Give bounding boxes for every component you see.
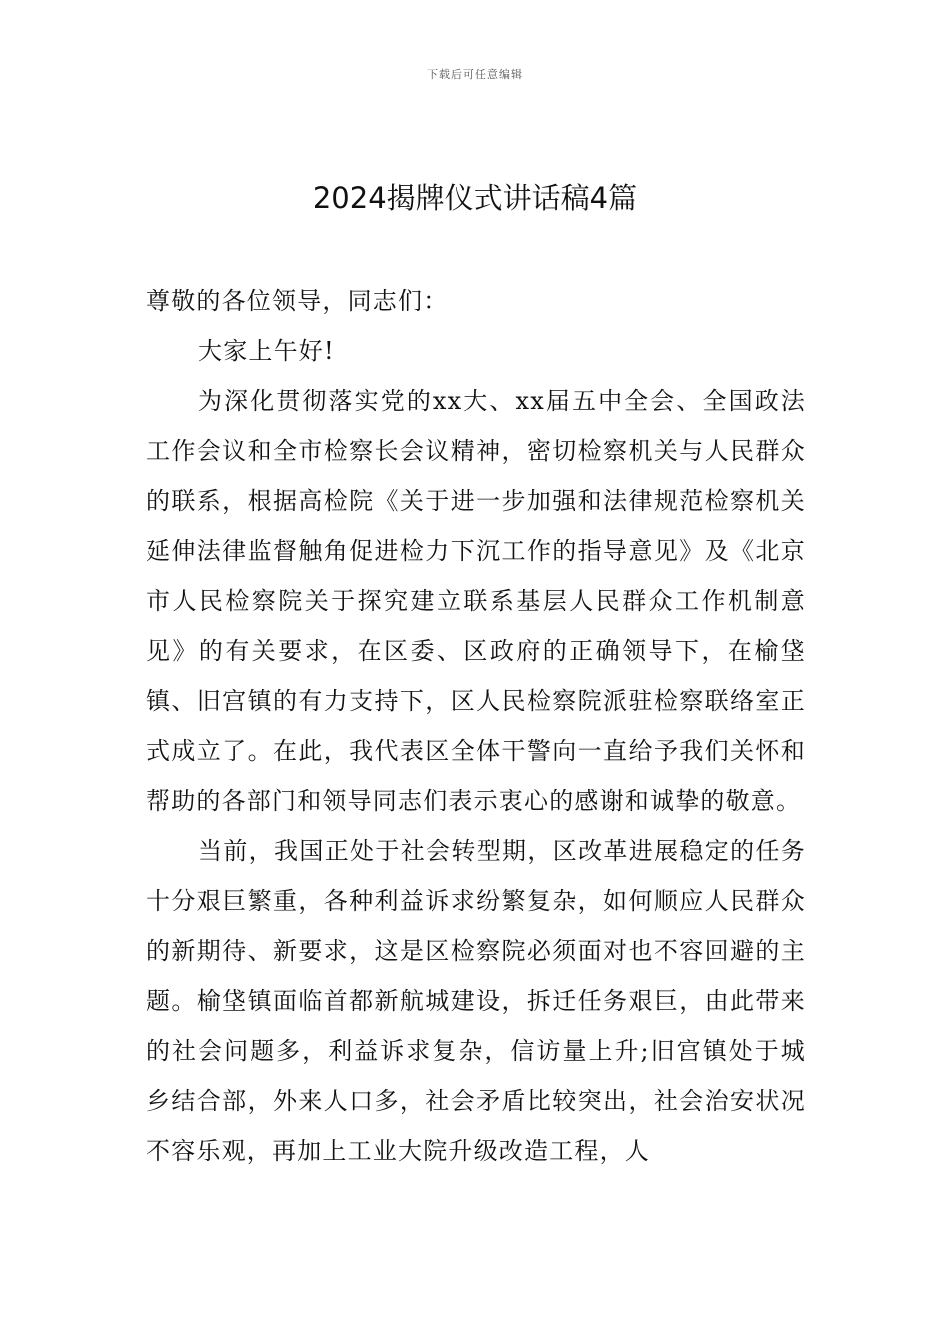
document-title: 2024揭牌仪式讲话稿4篇 [312, 181, 638, 215]
header-note: 下载后可任意编辑 [427, 68, 523, 81]
paragraph-1: 为深化贯彻落实党的xx大、xx届五中全会、全国政法工作会议和全市检察长会议精神，密切检察机关与人民群众的联系，根据高检院《关于进一步加强和法律规范检察机关延伸法律监督触角促进检力下沉工作的指导意见》及《北京市人民检察院关于探究建立联系基层人民群众工作机制意见》的有关要求，在区委、区政府的正确领导下，在榆垡镇、旧宫镇的有力支持下，区人民检察院派驻检察联络室正式成立了。在此，我代表区全体干警向一直给予我们关怀和帮助的各部门和领导同志们表示衷心的感谢和诚挚的敬意。 [146, 387, 806, 815]
paragraph-2: 当前，我国正处于社会转型期，区改革进展稳定的任务十分艰巨繁重，各种利益诉求纷繁复杂，如何顺应人民群众的新期待、新要求，这是区检察院必须面对也不容回避的主题。榆垡镇面临首都新航城建设，拆迁任务艰巨，由此带来的社会问题多，利益诉求复杂，信访量上升;旧宫镇处于城乡结合部，外来人口多，社会矛盾比较突出，社会治安状况不容乐观，再加上工业大院升级改造工程，人 [146, 837, 806, 1165]
salutation: 尊敬的各位领导，同志们： [146, 287, 449, 315]
greeting: 大家上午好! [198, 337, 335, 365]
document-body [146, 276, 806, 1176]
